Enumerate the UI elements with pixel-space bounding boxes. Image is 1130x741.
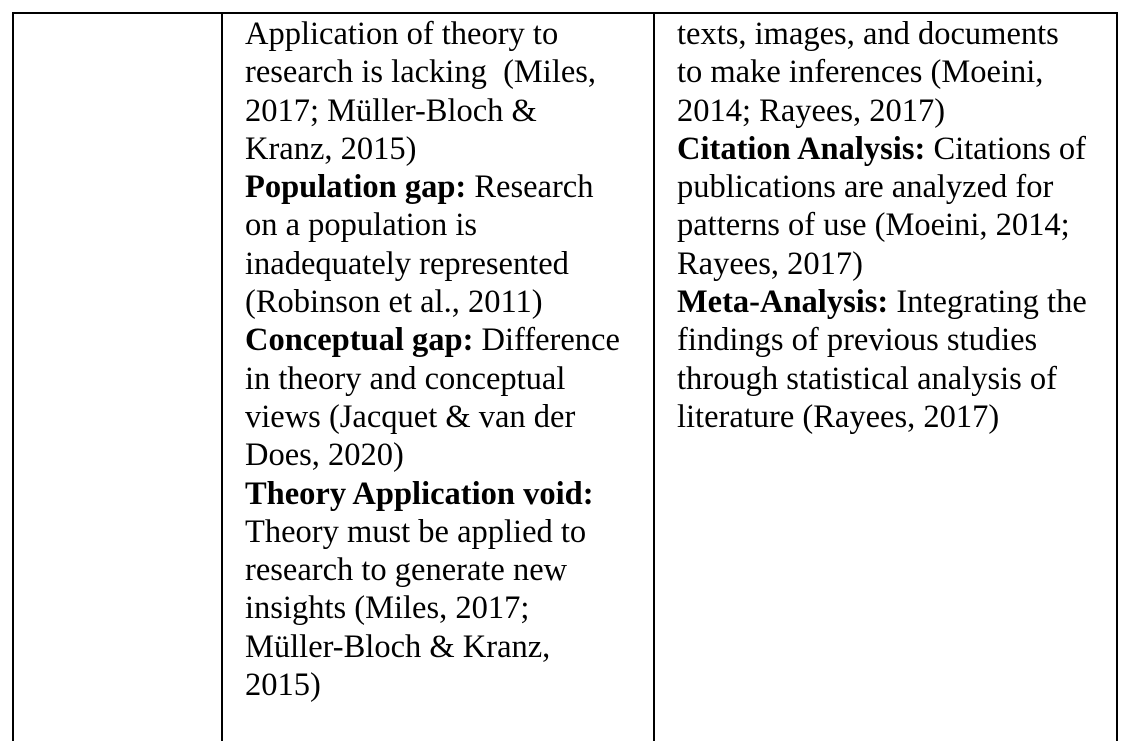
text-line — [245, 130, 620, 168]
term-label: Theory Application void: — [245, 475, 594, 512]
text-line — [677, 15, 1087, 53]
text-content: Research — [466, 169, 594, 206]
text-line — [245, 589, 620, 627]
text-content: Integrating the — [888, 284, 1087, 321]
text-line — [245, 168, 620, 206]
table-border-right — [1116, 12, 1118, 741]
term-label: Meta-Analysis: — [677, 284, 889, 321]
text-line — [677, 360, 1087, 398]
text-content: research is lacking (Miles, — [245, 54, 597, 91]
text-content: Kranz, 2015) — [245, 130, 417, 167]
text-line — [677, 206, 1087, 244]
text-content: Citations of — [925, 130, 1087, 167]
text-content: insights (Miles, 2017; — [245, 590, 530, 627]
text-content: in theory and conceptual — [245, 360, 566, 397]
term-label: Population gap: — [245, 169, 467, 206]
text-line — [245, 283, 620, 321]
text-content: research to generate new — [245, 552, 568, 589]
text-content: Does, 2020) — [245, 437, 404, 474]
text-content: 2017; Müller-Bloch & — [245, 92, 537, 129]
text-line — [245, 206, 620, 244]
text-content: Theory must be applied to — [245, 513, 587, 550]
text-line — [677, 245, 1087, 283]
text-content: views (Jacquet & van der — [245, 398, 576, 435]
text-line — [245, 513, 620, 551]
text-line — [245, 628, 620, 666]
text-line — [677, 92, 1087, 130]
text-content: inadequately represented — [245, 245, 569, 282]
column-divider-2 — [653, 12, 655, 741]
text-line — [245, 475, 620, 513]
text-line — [677, 53, 1087, 91]
text-content: Rayees, 2017) — [677, 245, 863, 282]
table-top-border — [12, 12, 1118, 14]
text-line — [245, 436, 620, 474]
text-line — [245, 92, 620, 130]
text-line — [245, 321, 620, 359]
text-line — [245, 53, 620, 91]
table-cell-research-gaps — [245, 15, 620, 704]
text-content: literature (Rayees, 2017) — [677, 398, 1000, 435]
text-content: 2014; Rayees, 2017) — [677, 92, 946, 129]
text-content: (Robinson et al., 2011) — [245, 284, 543, 321]
text-content: to make inferences (Moeini, — [677, 54, 1044, 91]
text-content: findings of previous studies — [677, 322, 1038, 359]
text-line — [245, 245, 620, 283]
text-line — [245, 666, 620, 704]
text-line — [677, 398, 1087, 436]
text-content: texts, images, and documents — [677, 16, 1059, 52]
table-cell-methods — [677, 15, 1087, 436]
text-line — [245, 15, 620, 53]
text-line — [677, 283, 1087, 321]
text-line — [245, 398, 620, 436]
text-content: through statistical analysis of — [677, 360, 1058, 397]
text-line — [677, 321, 1087, 359]
text-line — [245, 360, 620, 398]
text-content: 2015) — [245, 667, 321, 704]
text-line — [245, 551, 620, 589]
table-border-left — [12, 12, 14, 741]
column-divider-1 — [221, 12, 223, 741]
text-content: publications are analyzed for — [677, 169, 1054, 206]
term-label: Conceptual gap: — [245, 322, 474, 359]
text-content: Difference — [473, 322, 620, 359]
text-line — [677, 130, 1087, 168]
text-content: Müller-Bloch & Kranz, — [245, 628, 551, 665]
text-content: on a population is — [245, 207, 477, 244]
term-label: Citation Analysis: — [677, 130, 926, 167]
text-line — [677, 168, 1087, 206]
text-content: patterns of use (Moeini, 2014; — [677, 207, 1070, 244]
text-content: Application of theory to — [245, 16, 559, 52]
